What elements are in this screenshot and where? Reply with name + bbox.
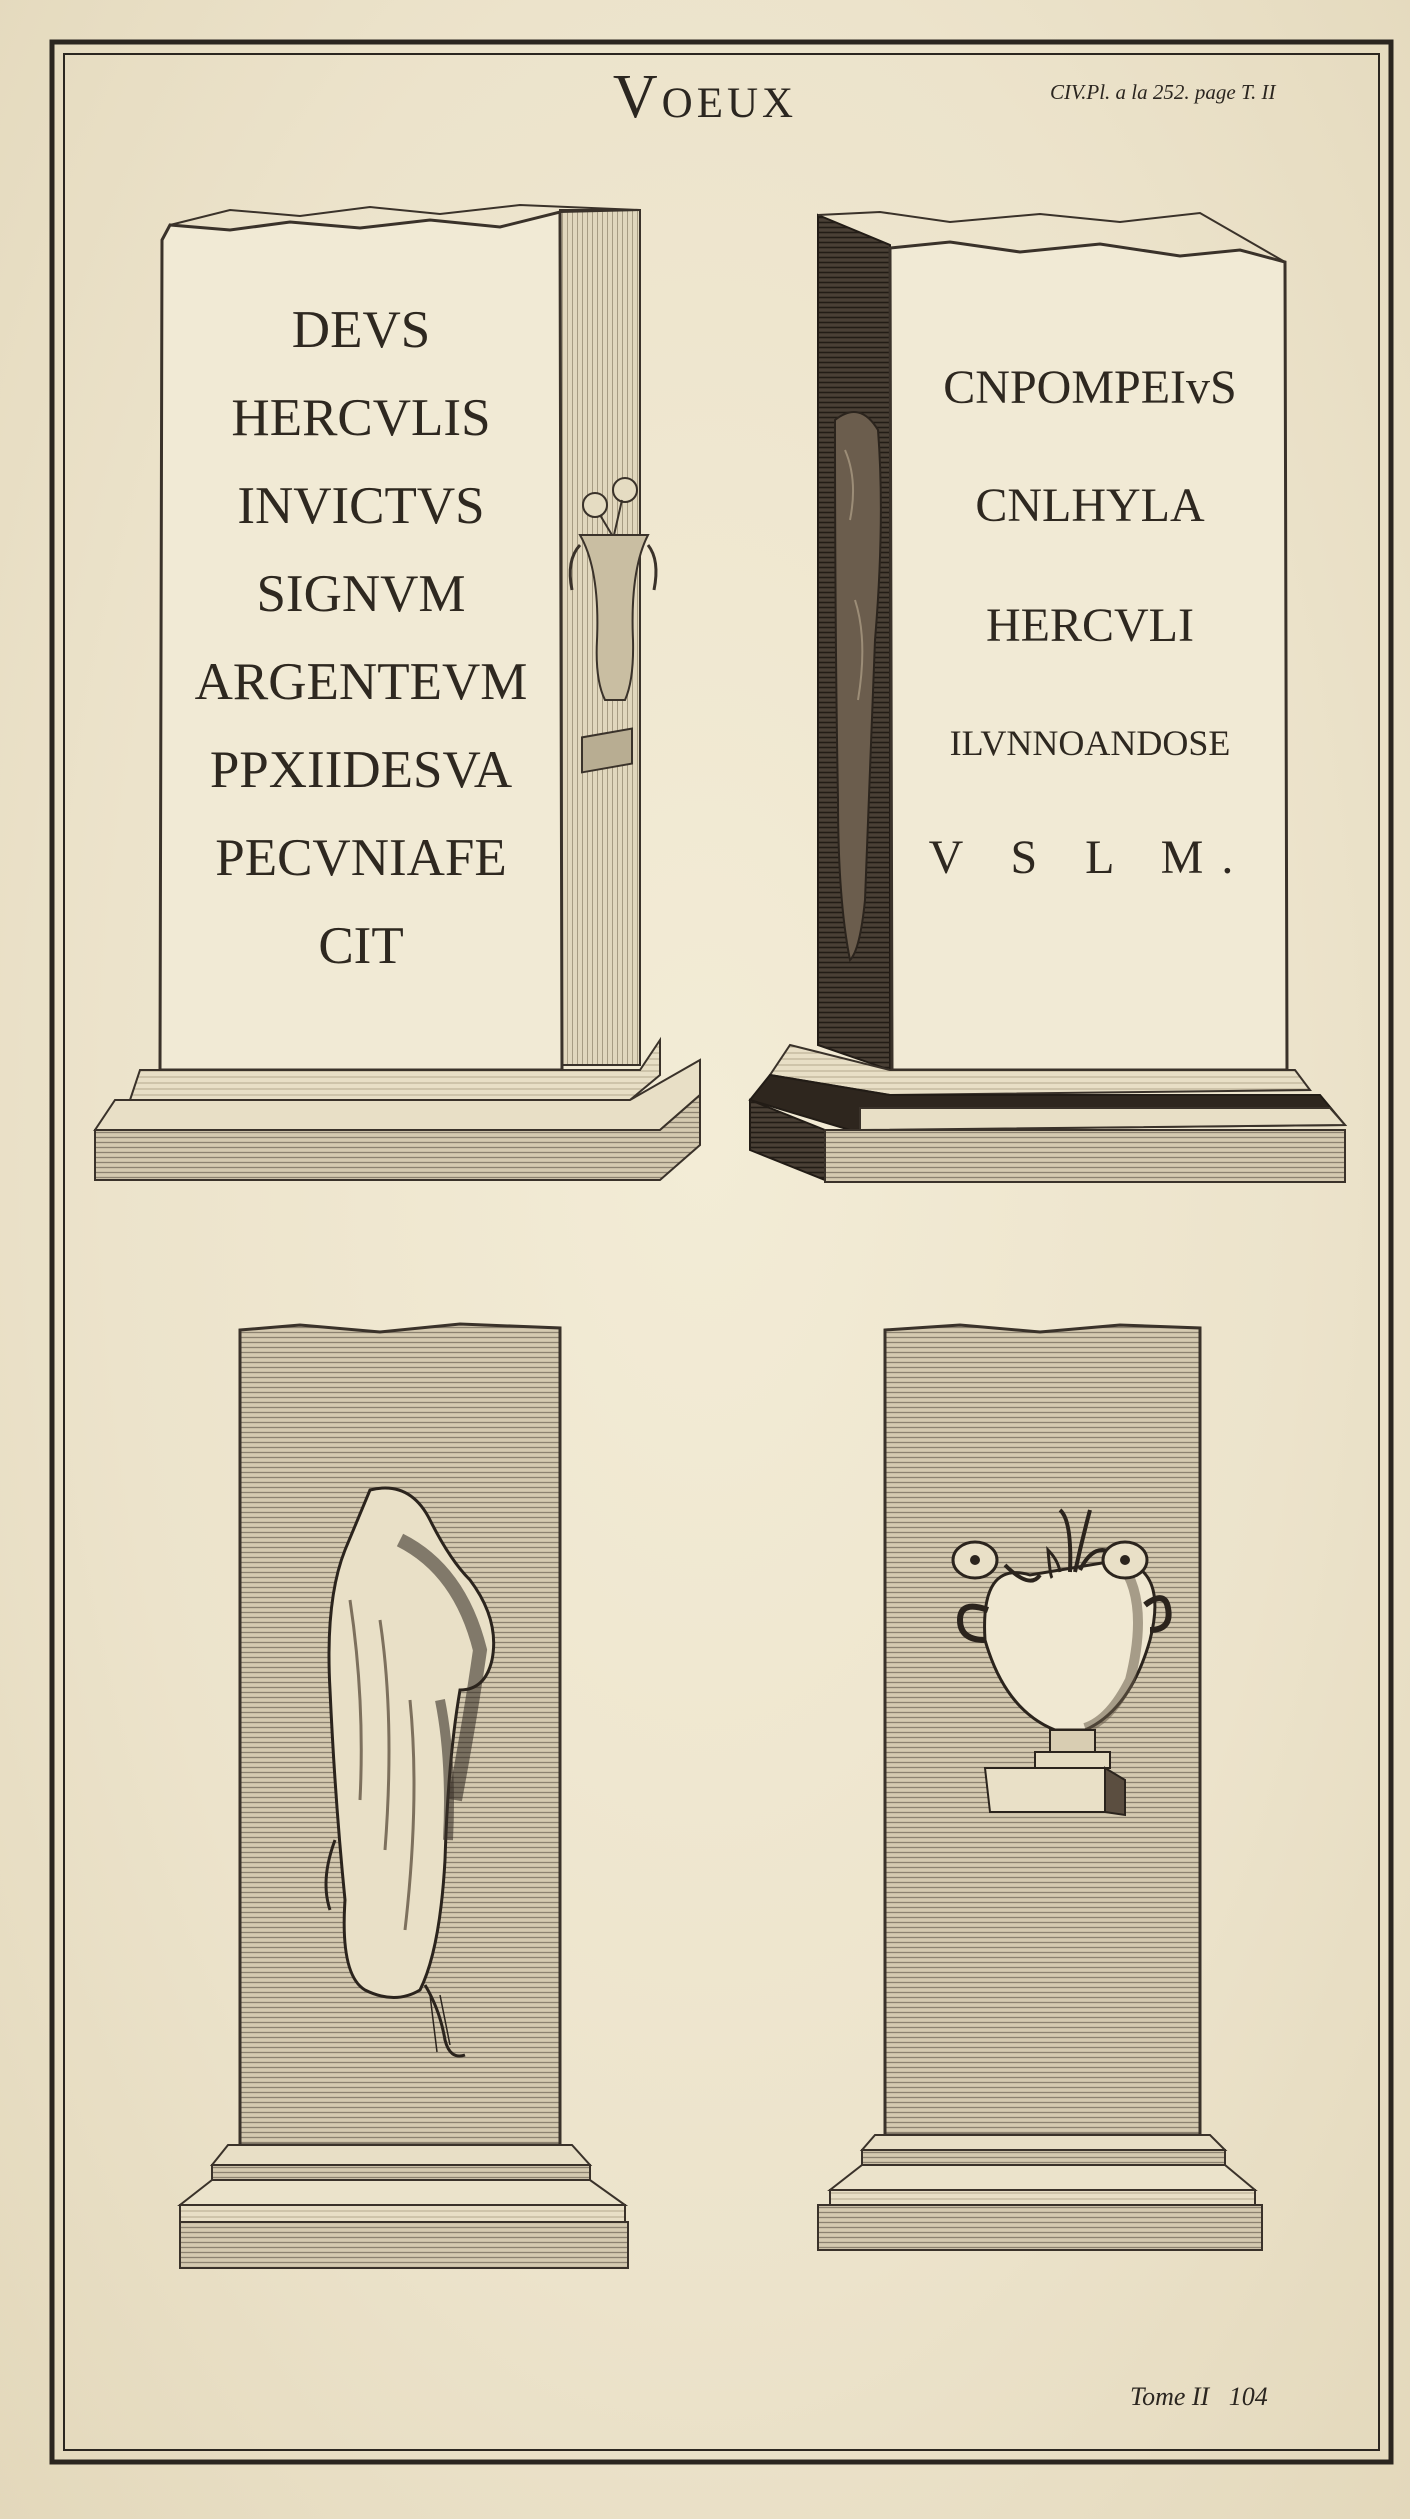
inscription-line: CNLHYLA [975, 479, 1205, 532]
plate-number: 104 [1228, 2382, 1268, 2411]
volume-label: Tome II [1130, 2382, 1210, 2411]
inscription-line: ARGENTEVM [194, 653, 528, 711]
inscription-line: SIGNVM [256, 565, 466, 623]
plate-title: Voeux [612, 63, 798, 131]
altar-top-right [750, 212, 1345, 1182]
inscription-line: ILVNNOANDOSE [949, 723, 1231, 763]
plate-reference: CIV.Pl. a la 252. page T. II [1050, 80, 1276, 104]
altar-bottom-left [180, 1324, 628, 2268]
inscription-line: PPXIIDESVA [209, 741, 513, 799]
altar-bottom-right [818, 1325, 1262, 2250]
inscription-line: HERCVLIS [231, 389, 491, 447]
inscription-line: PECVNIAFE [215, 829, 507, 887]
inscription-line: CIT [318, 917, 404, 975]
inscription-line: CNPOMPEIvS [943, 361, 1237, 414]
inscription-line: INVICTVS [237, 477, 485, 535]
plate-footer [1130, 2382, 1268, 2412]
inscription-line: HERCVLI [986, 599, 1194, 652]
inscription-line: DEVS [291, 301, 431, 359]
inscription-line: V S L M. [928, 831, 1252, 884]
